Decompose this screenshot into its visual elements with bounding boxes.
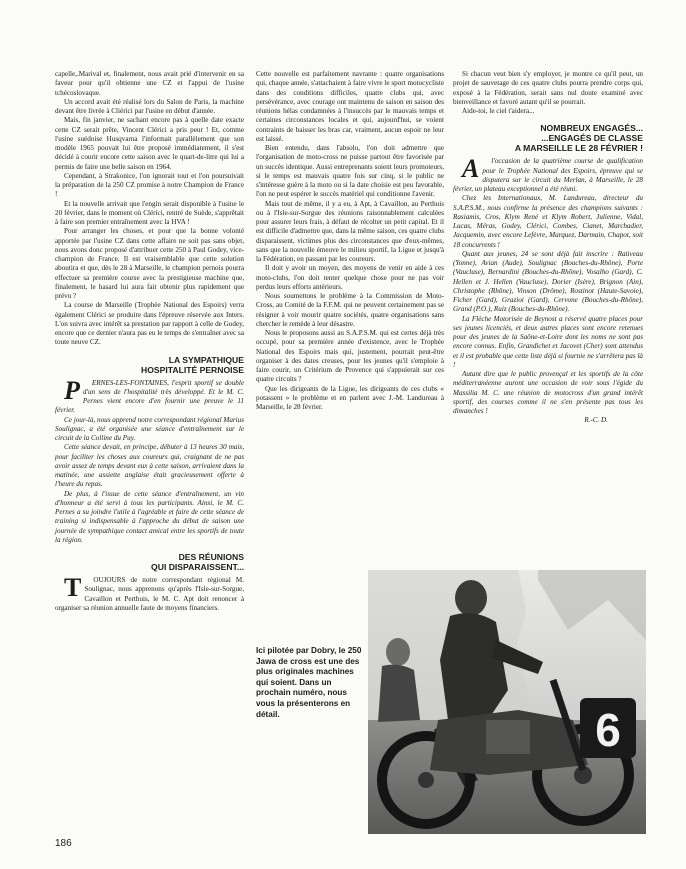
paragraph: Et la nouvelle arrivait que l'engin serait disponible à l'usine le 20 février, dans le moment où Clérici, rentré de Suède, s'apprêtait à faire son premier entraînement avec la HVA ! <box>55 199 244 226</box>
paragraph: capelle,.Marival et, finalement, nous avait prié d'intervenir en sa faveur pour qu'il obtienne une CZ et l'appui de l'usine tchécoslovaque. <box>55 70 244 97</box>
paragraph: Nous soumettons le problème à la Commission de Moto-Cross, au Comité de la F.F.M. qui ne peuvent certainement pas se résigner à voir mourir quatre sociétés, quatre organisations sans chercher le remède à leur désastre. <box>256 292 444 328</box>
paragraph-text: l'occasion de la quatrième course de qualification pour le Trophée National des Espoirs, épreuve qui se disputera sur le circuit du Merlan, à Marseille, le 28 février, un plateau exceptionnel a été réuni. <box>453 157 643 193</box>
paragraph: Pour arranger les choses, et pour que la bonne volonté apportée par l'usine CZ dans cette affaire ne soit pas sans objet, nous avons donc proposé d'attribuer cette 250 à Paul Godey, vice-champion de France. Il est vraisemblable que cette solution aboutira et que, dès le 28 à Marseille, le champion pernois pourra effectuer sa première course avec la prestigieuse machine que, finalement, le hasard lui aura fait obtenir plus rapidement que prévu ? <box>55 227 244 300</box>
heading-line: DES RÉUNIONS <box>178 552 244 562</box>
paragraph: Cette séance devait, en principe, débuter à 13 heures 30 mais, pour faciliter les choses aux coureurs qui, craignant de ne pas avoir assez de temps devant eux à cette saison, arrivaient dans la matinée, une assiette anglaise était gracieusement offerte à l'heure du repas. <box>55 443 244 489</box>
paragraph: La course de Marseille (Trophée National des Espoirs) verra également Clérici se produire dans l'épreuve réservée aux Inters. L'on suivra avec intérêt sa prestation par rapport à celle de Godey, encore que ce dernier n'aura pas eu le temps de s'entraîner avec sa toute neuve CZ. <box>55 301 244 347</box>
page-number: 186 <box>55 838 72 849</box>
motorcycle-photo <box>368 570 646 834</box>
paragraph: Autant dire que le public provençal et les sportifs de la côte méditerranéenne auront une occasion de voir sous l'égide du Massilia M. C. une réunion de motocross d'un grand intérêt sportif, des courses comme il ne s'en présente pas tous les dimanches ! <box>453 370 643 415</box>
paragraph: Il doit y avoir un moyen, des moyens de venir en aide à ces moto-clubs, l'on doit tenter quelque chose pour ne pas voir perdus leurs efforts antérieurs. <box>256 264 444 291</box>
paragraph: Cependant, à Strakonice, l'on ignorait tout et l'on poursuivait la préparation de la 250 CZ promise à notre Champion de France ! <box>55 171 244 199</box>
section-heading <box>55 552 244 572</box>
paragraph: Que les dirigeants de la Ligue, les dirigeants de ces clubs « potassent » le problème et en parlent avec J.-M. Landureau à Marseille, le 28 février. <box>256 384 444 411</box>
photo-caption: Ici pilotée par Dobry, le 250 Jawa de cross est une des plus originales machines qui soient. Dans un prochain numéro, nous vous la présenterons en détail. <box>256 646 362 719</box>
paragraph-text: OUJOURS de notre correspondant régional M. Soulignac, nous apprenons qu'après l'Isle-sur-Sorgue, Cavaillon et Perthuis, le M. C. Apt doit renoncer à organiser sa réunion annuelle faute de moyens financiers. <box>55 576 244 612</box>
heading-line: QUI DISPARAISSENT... <box>151 562 244 572</box>
column-3 <box>453 70 643 426</box>
heading-line: LA SYMPATHIQUE <box>168 354 244 365</box>
heading-line: A MARSEILLE LE 28 FÉVRIER ! <box>514 143 643 154</box>
paragraph: Ce jour-là, nous apprend notre correspondant régional Marius Soulignac, a été organisée une séance d'entraînement sur le circuit de la Colline du Puy. <box>55 415 244 442</box>
drop-cap: A <box>462 154 480 184</box>
paragraph: Bien entendu, dans l'absolu, l'on doit admettre que l'organisation de moto-cross ne puisse partout être favorisée par un succès identique. Aussi entreprenants soient leurs promoteurs, si le temps est mauvais quatre fois sur cinq, si le public ne s'intéresse guère à la moto ou si la date choisie est peu favorable, l'on ne peut espérer le succès matériel qui conditionne l'avenir. <box>256 144 444 199</box>
paragraph: Chez les Internationaux, M. Landureau, directeur du S.A.P.S.M., nous confirme la présence des champions suivants : Rasiamis, Cros, Klym René et Klym Robert, Julienne, Vidal, Lucas, Méras, Godey, Clérici, Combes, Cianet, Marchadier, Jacquemin, avec encore Lefèvre, Marquez, Darmain, Chapot, soit 18 concurrents ! <box>453 194 643 249</box>
race-number: 6 <box>595 704 621 756</box>
author-signature: R.-C. D. <box>584 416 608 425</box>
heading-line: HOSPITALITÉ PERNOISE <box>141 364 244 375</box>
heading-line: ...ENGAGÉS DE CLASSE <box>541 133 643 144</box>
section-heading <box>453 123 643 153</box>
paragraph-text: ERNES-LES-FONTAINES, l'esprit sportif se double d'un sens de l'hospitalité très développé. Et le M. C. Pernes vient encore d'en fournir une preuve le 11 février. <box>55 378 244 415</box>
paragraph: Mais, fin janvier, ne sachant encore pas à quelle date exacte cette CZ serait prête, Vincent Clérici a pris peur ! Et, comme l'usine suédoise Husqvarna l'informait parallèlement que son modèle 1965 pouvait lui être proposé immédiatement, il s'est décidé à courir encore cette saison avec le quart-de-litre qui lui a permis de faire une belle saison en 1964. <box>55 116 244 171</box>
paragraph: De plus, à l'issue de cette séance d'entraînement, un vin d'honneur a été servi à tous les participants. Ainsi, le M. C. Pernes a su joindre l'utile à l'agréable et faire de cette séance de training si indispensable à l'approche du début de saison une journée de sympathique contact amical entre les sportifs de toute la région. <box>55 489 244 544</box>
column-1 <box>55 70 244 613</box>
paragraph: Cette nouvelle est parfaitement navrante : quatre organisations qui, chaque année, s'attachaient à faire vivre le sport motocycliste dans des conditions difficiles, quatre clubs qui, avec persévérance, avec courage ont maintenu de saison en saison des réunions hélas condamnées à l'insuccès par le mauvais temps et certaines circonstances locales et qui, aujourd'hui, se voient contraints de baisser les bras car, vraiment, aucun espoir ne leur est laissé. <box>256 70 444 143</box>
section-heading <box>55 355 244 375</box>
paragraph: Un accord avait été réalisé lors du Salon de Paris, la machine devant être livrée à Cliérici par l'usine en début d'année. <box>55 97 244 115</box>
heading-line: NOMBREUX ENGAGÉS... <box>540 123 643 134</box>
paragraph: Si chacun veut bien s'y employer, je montre ce qu'il peut, un projet de sauvetage de ces quatre clubs pourra prendre corps qui, exposé à la Fédération, serait sans nul doute examiné avec bienveillance et favoré autant qu'il se pourrait. <box>453 70 643 106</box>
column-2 <box>256 70 444 412</box>
photo-illustration <box>368 570 646 834</box>
lead-paragraph <box>55 573 244 613</box>
paragraph: Mais tout de même, il y a eu, à Apt, à Cavaillon, au Perthuis ou à l'Isle-sur-Sorgue des réunions raisonnablement calculées pour assurer leurs frais, à défaut de récolter un petit capital. Et il est difficile d'admettre que, dans la même saison, ces quatre clubs disparaissent, victimes plus des circonstances que d'eux-mêmes, sans que la nouvelle émeuve le milieu sportif, la Ligue et jusqu'à la Fédération, en passant par les coureurs. <box>256 199 444 263</box>
paragraph: Quant aux jeunes, 24 se sont déjà fait inscrire : Rativeau (Yonne), Avian (Aude), Soulignac (Bouches-du-Rhône), Porte (Vaucluse), Bernardini (Bouches-du-Rhône), Vosalho (Gard), C. Hellen et J. Hellen (Vaucluse), Dorier (Isère), Brignon (Ain), Christophe (Rhône), Vinson (Drôme), Rostinot (Haute-Savoie), Ficher (Gard), Grazioi (Gard), Cervone (Bouches-du-Rhône), Grand (P.O.), Ruiz (Bouches-du-Rhône). <box>453 249 643 314</box>
paragraph: Nous le proposons aussi au S.A.P.S.M. qui est certes déjà très occupé, pour sa première année d'existence, avec le Trophée National des Espoirs mais qui, justement, pourrait peut-être organiser à des dates creuses, pour les jeunes qu'il s'emploie à faire courir, un Critérium de Provence qui s'appuierait sur ces quatre circuits ? <box>256 329 444 384</box>
drop-cap: T <box>64 573 82 602</box>
drop-cap: P <box>64 375 80 405</box>
paragraph: La Flèche Motorisée de Beynost a réservé quatre places pour ses jeunes licenciés, et deux autres places sont encore retenues pour des jeunes de la Saône-et-Loire dont les noms ne sont pas encore connus. Enfin, Grandichet et Jacovet (Cher) sont attendus et il est probable que cette liste déjà si fournie ne s'arrêtera pas là ! <box>453 314 643 369</box>
lead-paragraph <box>55 375 244 416</box>
paragraph: Aide-toi, le ciel t'aidera... <box>462 107 535 115</box>
lead-paragraph <box>453 154 643 194</box>
